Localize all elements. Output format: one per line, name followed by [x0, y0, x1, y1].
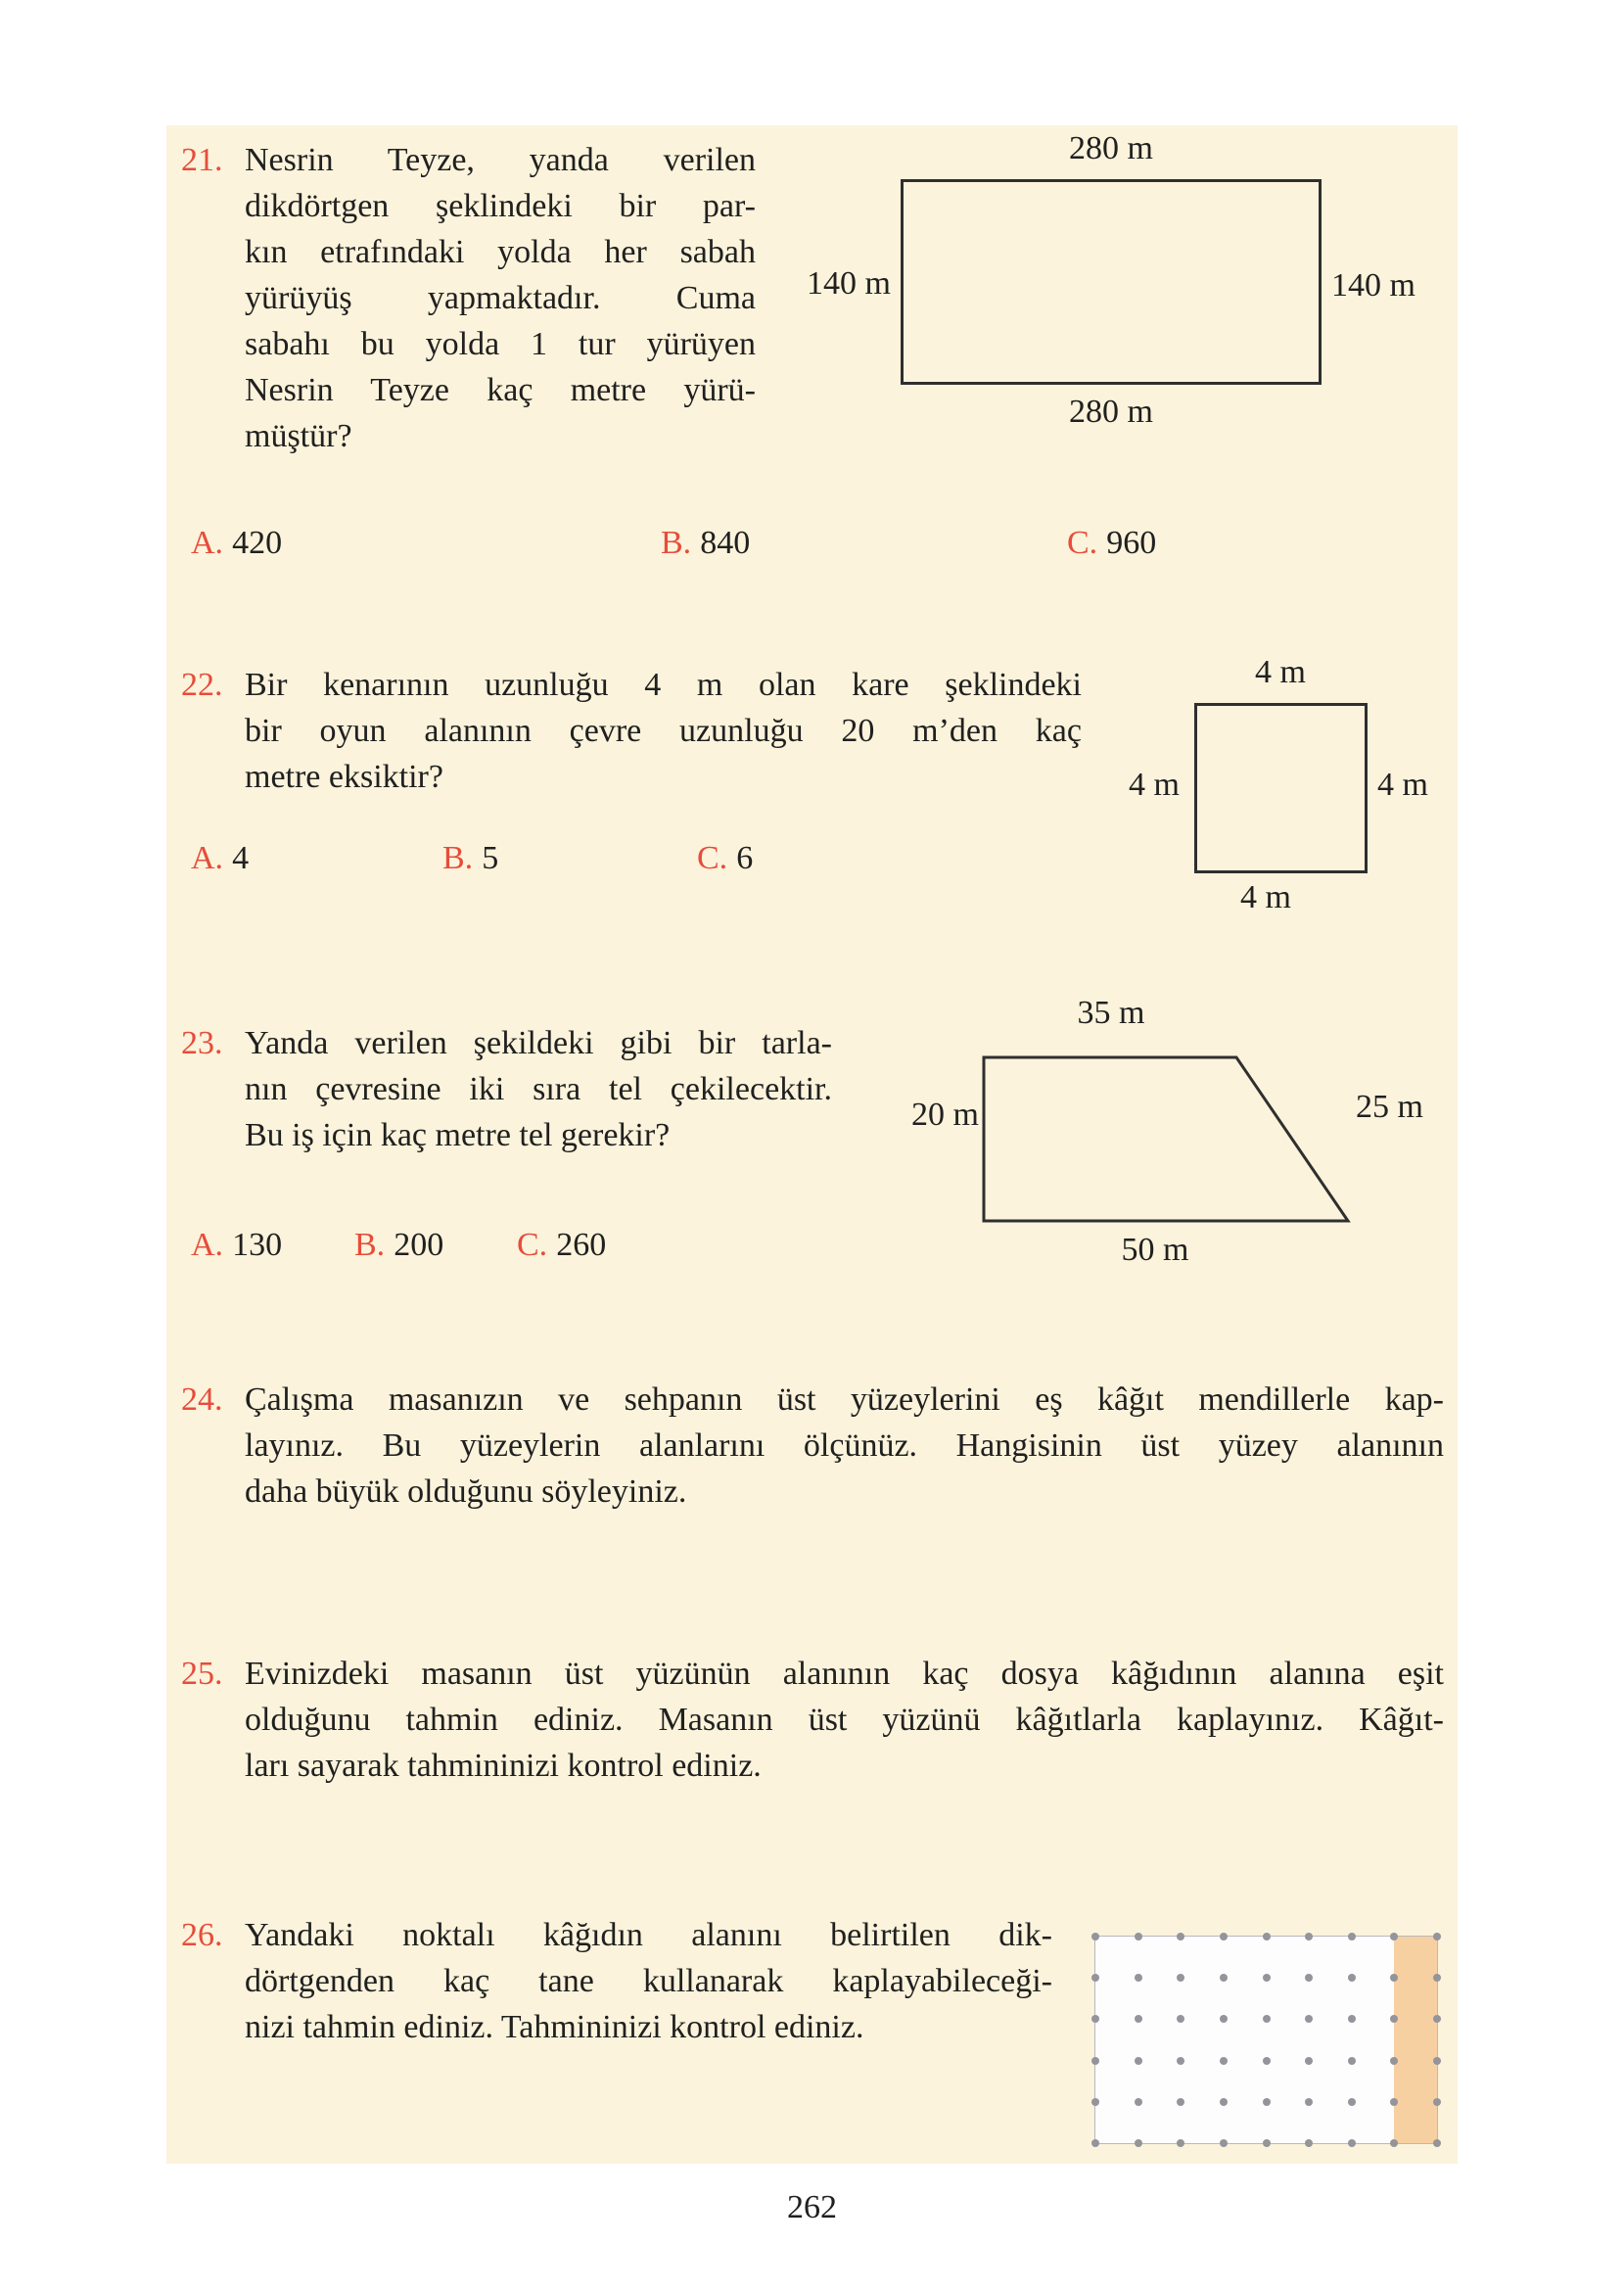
grid-dot: [1220, 1974, 1228, 1982]
text-line: sabahı bu yolda 1 tur yürüyen: [245, 326, 756, 362]
text-line: yürüyüş yapmaktadır. Cuma: [245, 280, 756, 316]
text-line: dikdörtgen şeklindeki bir par-: [245, 188, 756, 224]
q23-label-right: 25 m: [1356, 1089, 1423, 1125]
grid-dot: [1390, 2098, 1398, 2106]
q23-trapezoid-diagram: [969, 1040, 1363, 1236]
grid-dot: [1305, 1933, 1313, 1940]
grid-dot: [1433, 2139, 1441, 2147]
text-line: metre eksiktir?: [245, 759, 443, 795]
q22-answer-c: [697, 837, 753, 880]
q23-answer-c: [517, 1224, 606, 1267]
grid-dot: [1177, 1974, 1184, 1982]
q21-label-right: 140 m: [1331, 267, 1415, 304]
q22-answer-b: [442, 837, 498, 880]
q22-square-diagram: [1194, 703, 1368, 873]
text-line: Evinizdeki masanın üst yüzünün alanının kaç dosya kâğıdının alanına eşit: [245, 1656, 1444, 1692]
grid-dot: [1348, 2098, 1356, 2106]
text-line: ları sayarak tahmininizi kontrol ediniz.: [245, 1748, 762, 1784]
answer-letter: B.: [442, 840, 474, 876]
text-line: dörtgenden kaç tane kullanarak kaplayabileceği-: [245, 1963, 1052, 1999]
grid-dot: [1263, 1933, 1271, 1940]
question-21-number: 21.: [181, 142, 223, 178]
grid-dot: [1091, 1933, 1099, 1940]
grid-dot: [1177, 2139, 1184, 2147]
grid-dot: [1135, 1974, 1142, 1982]
answer-letter: B.: [661, 525, 692, 561]
answer-value: 5: [482, 840, 499, 876]
grid-dot: [1135, 2098, 1142, 2106]
text-line: daha büyük olduğunu söyleyiniz.: [245, 1473, 687, 1510]
text-line: müştür?: [245, 418, 352, 454]
answer-letter: B.: [354, 1227, 386, 1263]
grid-dot: [1348, 1933, 1356, 1940]
grid-dot: [1091, 2098, 1099, 2106]
grid-dot: [1177, 2098, 1184, 2106]
grid-dot: [1263, 2015, 1271, 2023]
answer-value: 420: [232, 525, 283, 561]
answer-letter: C.: [1067, 525, 1098, 561]
q21-answer-b: [661, 522, 750, 565]
q21-label-left: 140 m: [807, 265, 891, 302]
grid-dot: [1433, 2057, 1441, 2065]
q21-answer-a: [191, 522, 282, 565]
grid-dot: [1091, 2057, 1099, 2065]
text-line: Çalışma masanızın ve sehpanın üst yüzeylerini eş kâğıt mendillerle kap-: [245, 1381, 1444, 1418]
grid-dot: [1220, 1933, 1228, 1940]
grid-dot: [1135, 2139, 1142, 2147]
grid-dot: [1305, 2015, 1313, 2023]
grid-dot: [1263, 2139, 1271, 2147]
answer-value: 960: [1106, 525, 1157, 561]
q23-label-top: 35 m: [1077, 995, 1145, 1031]
grid-dot: [1390, 2139, 1398, 2147]
text-line: olduğunu tahmin ediniz. Masanın üst yüzünü kâğıtlarla kaplayınız. Kâğıt-: [245, 1702, 1444, 1738]
q23-label-bottom: 50 m: [1121, 1232, 1189, 1268]
text-line: Yandaki noktalı kâğıdın alanını belirtilen dik-: [245, 1917, 1052, 1953]
grid-dot: [1220, 2139, 1228, 2147]
grid-dot: [1390, 2057, 1398, 2065]
grid-dot: [1220, 2057, 1228, 2065]
text-line: nizi tahmin ediniz. Tahmininizi kontrol ediniz.: [245, 2009, 864, 2045]
question-21-text: [245, 137, 756, 459]
answer-letter: A.: [191, 525, 224, 561]
grid-dot: [1348, 2057, 1356, 2065]
grid-dot: [1348, 2139, 1356, 2147]
answer-value: 130: [232, 1227, 283, 1263]
answer-value: 200: [394, 1227, 444, 1263]
q22-answer-a: [191, 837, 249, 880]
answer-value: 6: [736, 840, 754, 876]
grid-dot: [1220, 2098, 1228, 2106]
grid-dot: [1305, 2057, 1313, 2065]
answer-letter: C.: [697, 840, 728, 876]
text-line: Yanda verilen şekildeki gibi bir tarla-: [245, 1025, 832, 1061]
grid-dot: [1433, 2015, 1441, 2023]
grid-dot: [1390, 1974, 1398, 1982]
text-line: layınız. Bu yüzeylerin alanlarını ölçünüz. Hangisinin üst yüzey alanının: [245, 1427, 1444, 1464]
answer-value: 840: [700, 525, 751, 561]
grid-dot: [1091, 2139, 1099, 2147]
grid-dot: [1348, 1974, 1356, 1982]
dotted-paper: [1094, 1936, 1438, 2144]
answer-letter: A.: [191, 840, 224, 876]
grid-dot: [1305, 2139, 1313, 2147]
grid-dot: [1390, 2015, 1398, 2023]
q22-label-bottom: 4 m: [1240, 879, 1291, 915]
q23-label-left: 20 m: [911, 1097, 979, 1133]
text-line: Bir kenarının uzunluğu 4 m olan kare şeklindeki: [245, 667, 1082, 703]
grid-dot: [1177, 1933, 1184, 1940]
q21-rectangle-diagram: [901, 179, 1322, 385]
grid-dot: [1177, 2015, 1184, 2023]
text-line: nın çevresine iki sıra tel çekilecektir.: [245, 1071, 832, 1107]
grid-dot: [1263, 2057, 1271, 2065]
highlighted-unit-rectangle: [1394, 1937, 1437, 2143]
answer-value: 4: [232, 840, 250, 876]
grid-dot: [1177, 2057, 1184, 2065]
grid-dot: [1433, 1933, 1441, 1940]
grid-dot: [1135, 1933, 1142, 1940]
grid-dot: [1220, 2015, 1228, 2023]
q23-answer-a: [191, 1224, 282, 1267]
answer-letter: A.: [191, 1227, 224, 1263]
grid-dot: [1263, 1974, 1271, 1982]
question-26-text: [245, 1912, 1052, 2050]
question-24-text: [245, 1377, 1444, 1515]
question-26-number: 26.: [181, 1917, 223, 1953]
grid-dot: [1135, 2015, 1142, 2023]
grid-dot: [1263, 2098, 1271, 2106]
text-line: bir oyun alanının çevre uzunluğu 20 m’den kaç: [245, 713, 1082, 749]
grid-dot: [1305, 1974, 1313, 1982]
question-23-text: [245, 1020, 832, 1158]
question-25-number: 25.: [181, 1656, 223, 1692]
question-23-number: 23.: [181, 1025, 223, 1061]
q21-label-bottom: 280 m: [1069, 394, 1153, 430]
text-line: Bu iş için kaç metre tel gerekir?: [245, 1117, 671, 1153]
grid-dot: [1433, 2098, 1441, 2106]
grid-dot: [1091, 2015, 1099, 2023]
answer-letter: C.: [517, 1227, 548, 1263]
q23-answer-b: [354, 1224, 443, 1267]
answer-value: 260: [556, 1227, 607, 1263]
grid-dot: [1433, 1974, 1441, 1982]
question-24-number: 24.: [181, 1381, 223, 1418]
q21-label-top: 280 m: [1069, 130, 1153, 166]
text-line: Nesrin Teyze, yanda verilen: [245, 142, 756, 178]
grid-dot: [1135, 2057, 1142, 2065]
grid-dot: [1305, 2098, 1313, 2106]
q22-label-top: 4 m: [1255, 654, 1306, 690]
grid-dot: [1348, 2015, 1356, 2023]
page-number: 262: [787, 2189, 837, 2225]
text-line: kın etrafındaki yolda her sabah: [245, 234, 756, 270]
q22-label-left: 4 m: [1129, 767, 1180, 803]
question-22-text: [245, 662, 1082, 800]
q21-answer-c: [1067, 522, 1156, 565]
question-22-number: 22.: [181, 667, 223, 703]
q22-label-right: 4 m: [1377, 767, 1428, 803]
text-line: Nesrin Teyze kaç metre yürü-: [245, 372, 756, 408]
grid-dot: [1091, 1974, 1099, 1982]
grid-dot: [1390, 1933, 1398, 1940]
question-25-text: [245, 1651, 1444, 1789]
